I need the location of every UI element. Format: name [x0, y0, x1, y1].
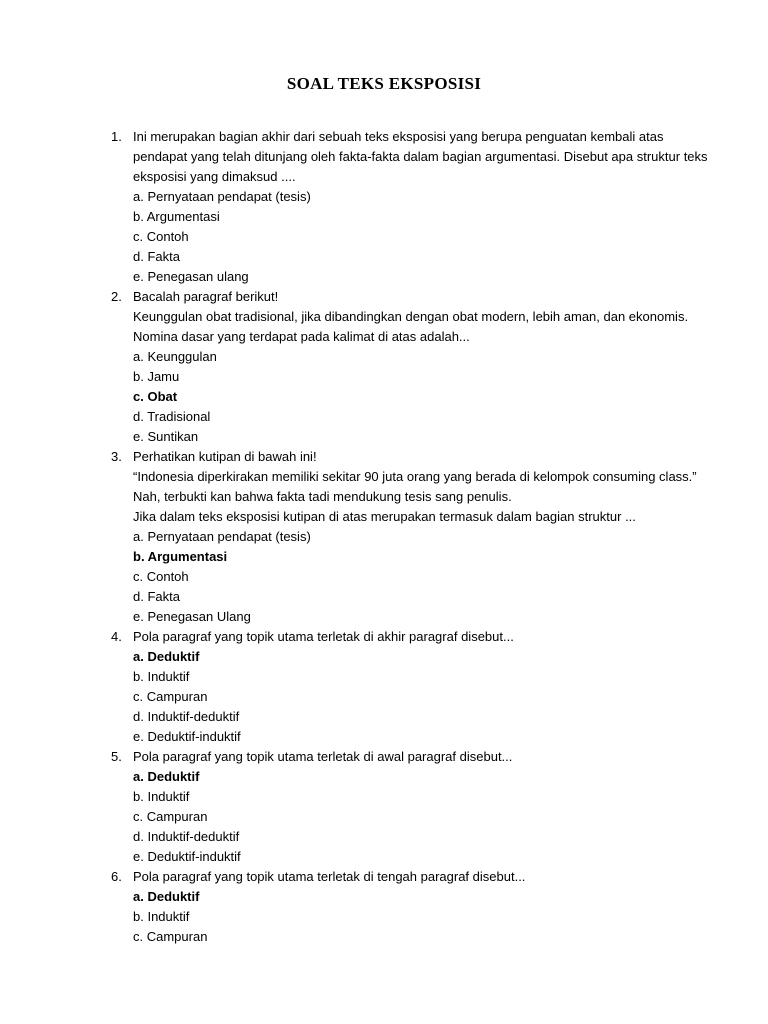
answer-option: c. Contoh	[133, 569, 189, 584]
question-body	[133, 627, 713, 747]
answer-option: d. Fakta	[133, 589, 180, 604]
question-number: 6.	[111, 869, 122, 884]
question-number: 4.	[111, 629, 122, 644]
question-text-line: Pola paragraf yang topik utama terletak di awal paragraf disebut...	[133, 749, 513, 764]
answer-option: e. Penegasan Ulang	[133, 609, 251, 624]
question-body	[133, 747, 713, 867]
answer-option: d. Fakta	[133, 249, 180, 264]
answer-option: c. Campuran	[133, 929, 208, 944]
question-text-line: eksposisi yang dimaksud ....	[133, 169, 296, 184]
question-text-line: Pola paragraf yang topik utama terletak di tengah paragraf disebut...	[133, 869, 526, 884]
question-item	[0, 627, 768, 747]
question-text-line: Perhatikan kutipan di bawah ini!	[133, 449, 317, 464]
answer-option: c. Obat	[133, 389, 178, 404]
question-body	[133, 867, 713, 947]
answer-option: e. Suntikan	[133, 429, 199, 444]
answer-option: b. Induktif	[133, 789, 190, 804]
question-text-line: “Indonesia diperkirakan memiliki sekitar 90 juta orang yang berada di kelompok consuming class.”	[133, 469, 697, 484]
question-item	[0, 747, 768, 867]
question-text-line: Keunggulan obat tradisional, jika dibandingkan dengan obat modern, lebih aman, dan ekonomis.	[133, 309, 689, 324]
question-text-line: Nah, terbukti kan bahwa fakta tadi mendukung tesis sang penulis.	[133, 489, 512, 504]
answer-option: b. Induktif	[133, 669, 190, 684]
question-text-line: pendapat yang telah ditunjang oleh fakta-fakta dalam bagian argumentasi. Disebut apa struktur teks	[133, 149, 708, 164]
document-title: SOAL TEKS EKSPOSISI	[286, 74, 482, 93]
question-number: 3.	[111, 449, 122, 464]
question-body	[133, 287, 713, 447]
question-text-line: Pola paragraf yang topik utama terletak di akhir paragraf disebut...	[133, 629, 514, 644]
answer-option: c. Campuran	[133, 809, 208, 824]
answer-option: a. Keunggulan	[133, 349, 217, 364]
answer-option: b. Jamu	[133, 369, 180, 384]
answer-option: e. Deduktif-induktif	[133, 729, 241, 744]
question-number: 1.	[111, 129, 122, 144]
answer-option: b. Induktif	[133, 909, 190, 924]
answer-option: a. Pernyataan pendapat (tesis)	[133, 189, 311, 204]
answer-option: b. Argumentasi	[133, 549, 228, 564]
question-list	[0, 127, 768, 947]
answer-option: a. Deduktif	[133, 769, 200, 784]
answer-option: a. Pernyataan pendapat (tesis)	[133, 529, 311, 544]
question-text-line: Jika dalam teks eksposisi kutipan di atas merupakan termasuk dalam bagian struktur ...	[133, 509, 636, 524]
answer-option: a. Deduktif	[133, 649, 200, 664]
answer-option: d. Induktif-deduktif	[133, 709, 240, 724]
question-text-line: Bacalah paragraf berikut!	[133, 289, 279, 304]
question-item	[0, 127, 768, 287]
answer-option: c. Contoh	[133, 229, 189, 244]
question-text-line: Ini merupakan bagian akhir dari sebuah teks eksposisi yang berupa penguatan kembali atas	[133, 129, 664, 144]
question-number: 2.	[111, 289, 122, 304]
answer-option: d. Induktif-deduktif	[133, 829, 240, 844]
question-item	[0, 867, 768, 947]
answer-option: c. Campuran	[133, 689, 208, 704]
answer-option: b. Argumentasi	[133, 209, 220, 224]
question-item	[0, 287, 768, 447]
answer-option: e. Deduktif-induktif	[133, 849, 241, 864]
question-text-line: Nomina dasar yang terdapat pada kalimat di atas adalah...	[133, 329, 470, 344]
question-body	[133, 127, 713, 287]
question-number: 5.	[111, 749, 122, 764]
answer-option: a. Deduktif	[133, 889, 200, 904]
answer-option: d. Tradisional	[133, 409, 211, 424]
question-item	[0, 447, 768, 627]
answer-option: e. Penegasan ulang	[133, 269, 249, 284]
question-body	[133, 447, 713, 627]
